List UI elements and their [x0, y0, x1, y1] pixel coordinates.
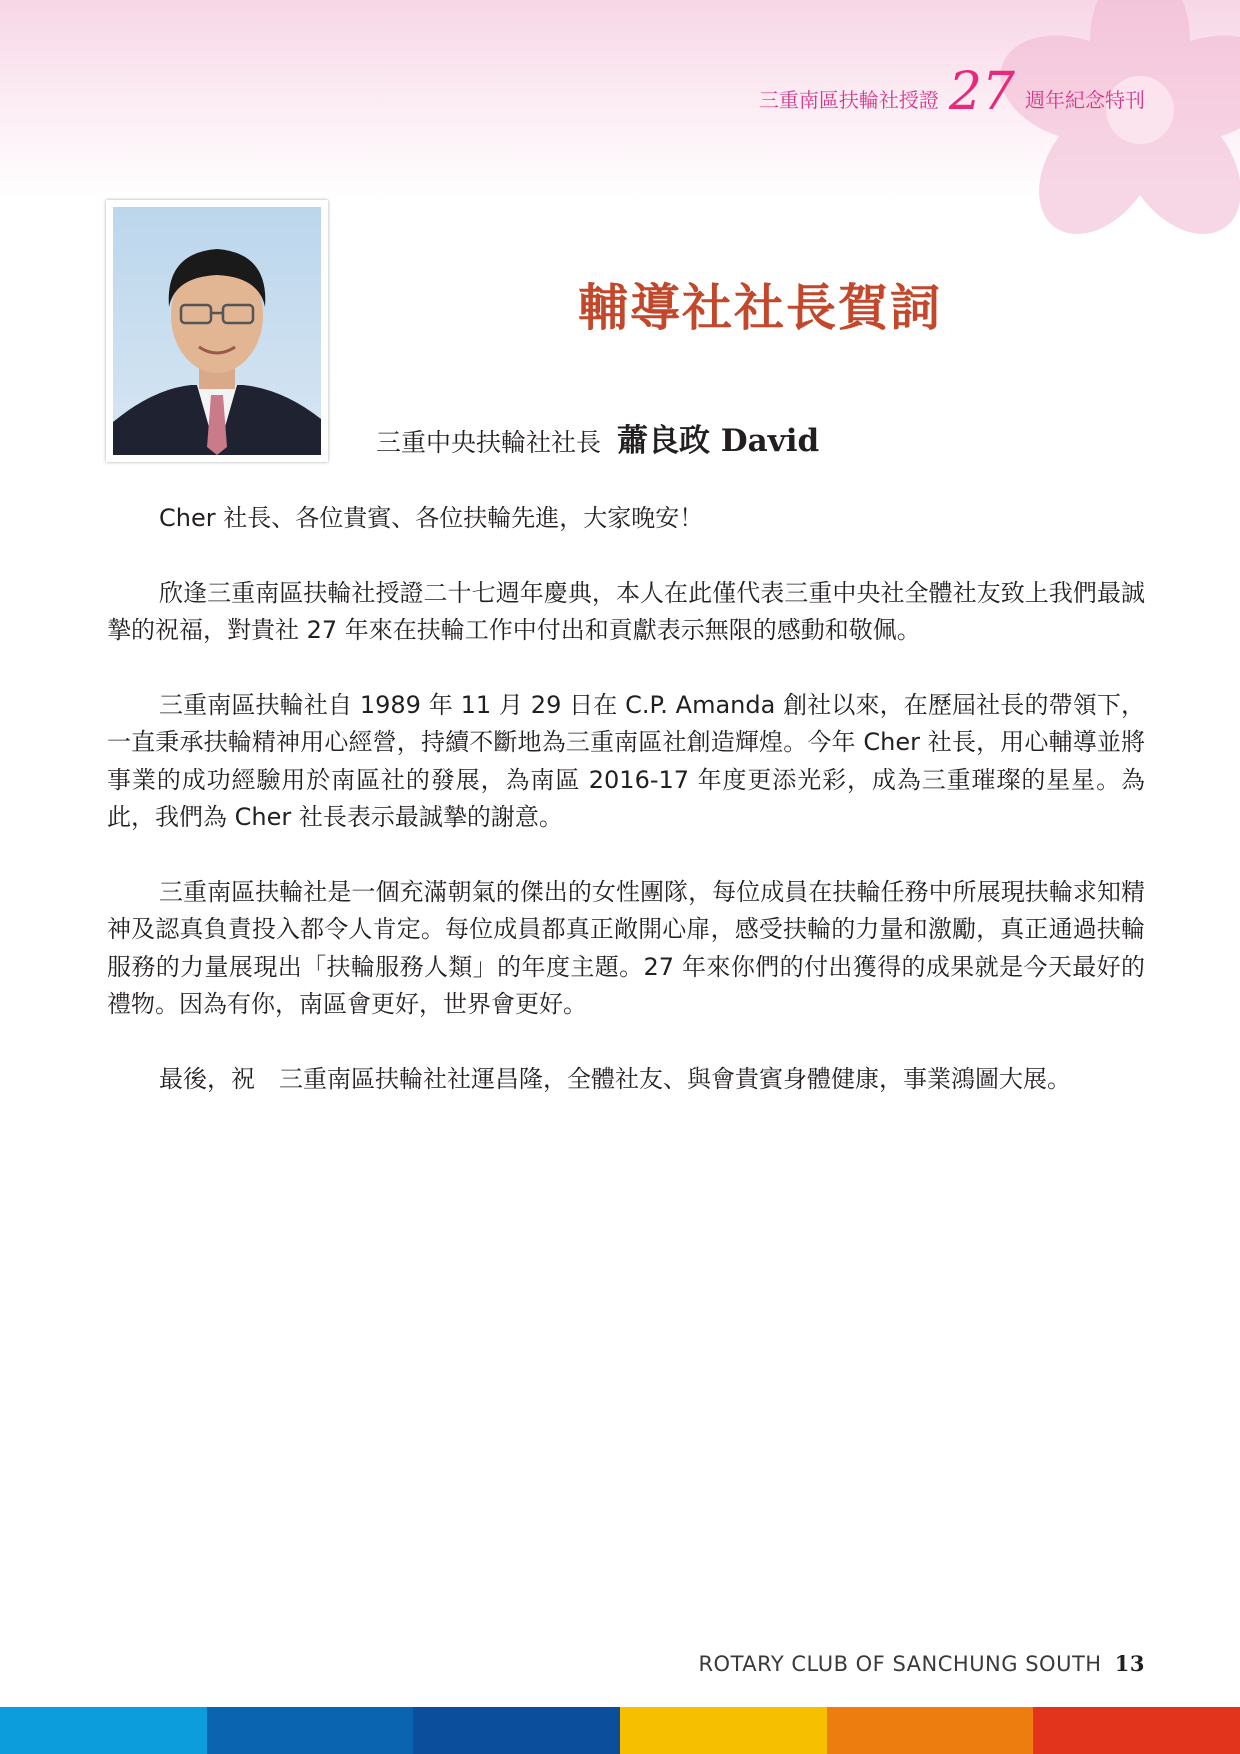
color-bar-segment — [1033, 1707, 1240, 1754]
header-suffix: 週年紀念特刊 — [1025, 88, 1145, 112]
page-number: 13 — [1114, 1651, 1145, 1676]
paragraph-history: 三重南區扶輪社自 1989 年 11 月 29 日在 C.P. Amanda 創社以來，在歷屆社長的帶領下，一直秉承扶輪精神用心經營，持續不斷地為三重南區社創造輝煌。今年 Cher 社長，用心輔導並將事業的成功經驗用於南區社的發展，為南區 2016-17 年度更添光彩，成為三重璀璨的星星。為此，我們為 Cher 社長表示最誠摯的謝意。 — [107, 690, 1145, 831]
header-prefix: 三重南區扶輪社授證 — [758, 88, 939, 112]
footer-color-bar — [0, 1707, 1240, 1754]
article-title: 輔導社社長賀詞 — [578, 279, 942, 337]
color-bar-segment — [413, 1707, 620, 1754]
color-bar-segment — [207, 1707, 414, 1754]
color-bar-segment — [620, 1707, 827, 1754]
flower-decoration — [960, 0, 1240, 280]
paragraph-greeting: Cher 社長、各位貴賓、各位扶輪先進，大家晚安！ — [159, 504, 704, 532]
paragraph-team: 三重南區扶輪社是一個充滿朝氣的傑出的女性團隊，每位成員在扶輪任務中所展現扶輪求知精神及認真負責投入都令人肯定。每位成員都真正敞開心扉，感受扶輪的力量和激勵，真正通過扶輪服務的力量展現出「扶輪服務人類」的年度主題。27 年來你們的付出獲得的成果就是今天最好的禮物。因為有你，南區會更好，世界會更好。 — [107, 877, 1145, 1018]
running-header — [758, 60, 1145, 123]
author-line — [376, 415, 819, 460]
paragraph-closing: 最後，祝 三重南區扶輪社社運昌隆，全體社友、與會貴賓身體健康，事業鴻圖大展。 — [159, 1064, 1071, 1093]
color-bar-segment — [0, 1707, 207, 1754]
portrait-photo — [113, 207, 321, 455]
paragraph-congratulations: 欣逢三重南區扶輪社授證二十七週年慶典，本人在此僅代表三重中央社全體社友致上我們最誠摯的祝福，對貴社 27 年來在扶輪工作中付出和貢獻表示無限的感動和敬佩。 — [107, 578, 1145, 644]
page-footer — [698, 1651, 1145, 1676]
header-anniversary-number: 27 — [948, 62, 1015, 123]
article-body — [107, 500, 1145, 1135]
color-bar-segment — [827, 1707, 1034, 1754]
footer-club-name: ROTARY CLUB OF SANCHUNG SOUTH — [698, 1652, 1102, 1676]
author-role: 三重中央扶輪社社長 — [376, 428, 602, 457]
author-portrait — [106, 200, 328, 462]
author-name: 蕭良政 David — [616, 423, 820, 459]
